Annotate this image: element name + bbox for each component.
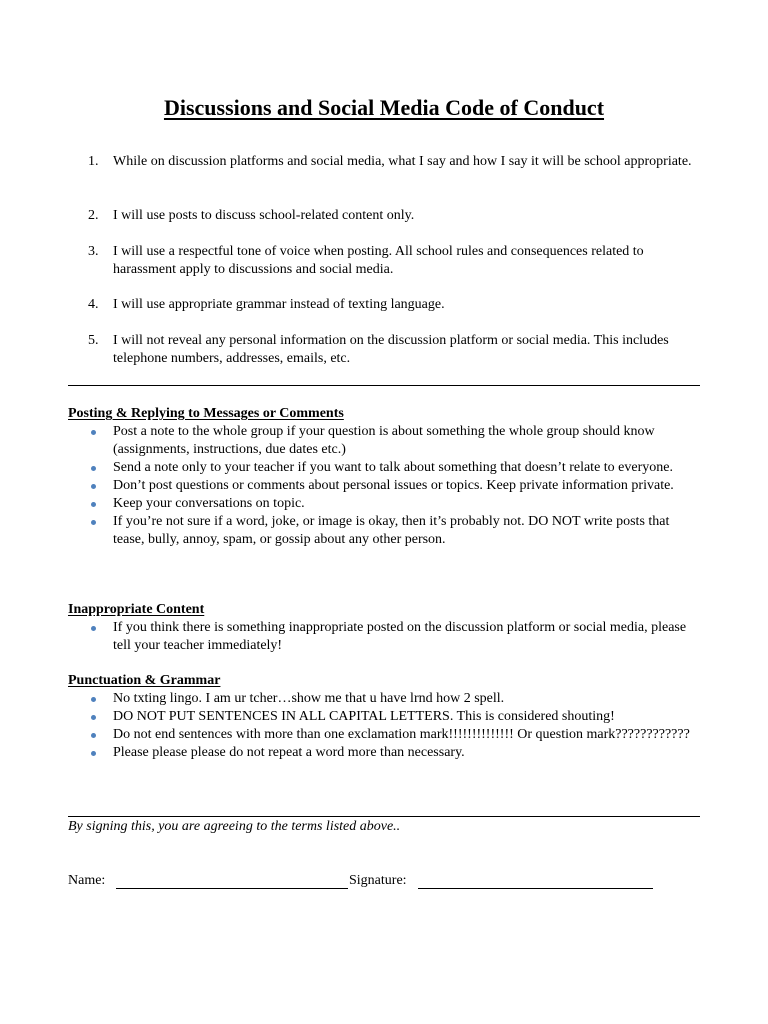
document-title: Discussions and Social Media Code of Conduct (163, 95, 605, 120)
bullet-icon (91, 715, 96, 720)
list-item: DO NOT PUT SENTENCES IN ALL CAPITAL LETTERS. This is considered shouting! (88, 708, 700, 726)
list-item: No txting lingo. I am ur tcher…show me that u have lrnd how 2 spell. (88, 690, 700, 708)
rule-text: I will use posts to discuss school-related content only. (113, 208, 415, 223)
bullet-icon (91, 697, 96, 702)
bullet-icon (91, 466, 96, 471)
rule-number: 1. (88, 154, 99, 169)
posting-list (88, 423, 700, 549)
agreement-text: By signing this, you are agreeing to the terms listed above.. (68, 819, 401, 834)
list-item: Please please please do not repeat a word more than necessary. (88, 744, 700, 762)
divider (68, 385, 700, 386)
bullet-icon (91, 626, 96, 631)
signature-label: Signature: (349, 873, 407, 888)
inappropriate-list (88, 619, 700, 655)
list-item: Do not end sentences with more than one exclamation mark!!!!!!!!!!!!!! Or question mark???????????? (88, 726, 700, 744)
rule-text: I will use appropriate grammar instead of texting language. (113, 297, 445, 312)
list-item: If you’re not sure if a word, joke, or image is okay, then it’s probably not. DO NOT write posts that tease, bully, annoy, spam, or gossip about any other person. (88, 513, 700, 549)
section-heading-punctuation: Punctuation & Grammar (68, 673, 221, 688)
section-heading-posting: Posting & Replying to Messages or Comments (68, 406, 344, 421)
rule-number: 4. (88, 297, 99, 312)
bullet-icon (91, 502, 96, 507)
name-field[interactable] (116, 888, 348, 889)
rule-number: 2. (88, 208, 99, 223)
punctuation-list (88, 690, 700, 762)
list-item: If you think there is something inappropriate posted on the discussion platform or social media, please tell your teacher immediately! (88, 619, 700, 655)
bullet-icon (91, 733, 96, 738)
list-item: Send a note only to your teacher if you want to talk about something that doesn’t relate to everyone. (88, 459, 700, 477)
signature-divider (68, 816, 700, 817)
section-heading-inappropriate: Inappropriate Content (68, 602, 205, 617)
list-item: Keep your conversations on topic. (88, 495, 700, 513)
signature-field[interactable] (418, 888, 653, 889)
rule-number: 3. (88, 244, 99, 259)
list-item: Don’t post questions or comments about personal issues or topics. Keep private information private. (88, 477, 700, 495)
rule-text: While on discussion platforms and social media, what I say and how I say it will be school appropriate. (113, 154, 692, 169)
list-item: Post a note to the whole group if your question is about something the whole group should know (assignments, instructions, due dates etc.) (88, 423, 700, 459)
rule-number: 5. (88, 333, 99, 348)
name-label: Name: (68, 873, 106, 888)
bullet-icon (91, 520, 96, 525)
rule-text: I will use a respectful tone of voice when posting. All school rules and consequences related to harassment apply to discussions and social media. (113, 244, 644, 277)
bullet-icon (91, 430, 96, 435)
rule-text: I will not reveal any personal information on the discussion platform or social media. This includes telephone numbers, addresses, emails, etc. (113, 333, 669, 366)
bullet-icon (91, 751, 96, 756)
bullet-icon (91, 484, 96, 489)
